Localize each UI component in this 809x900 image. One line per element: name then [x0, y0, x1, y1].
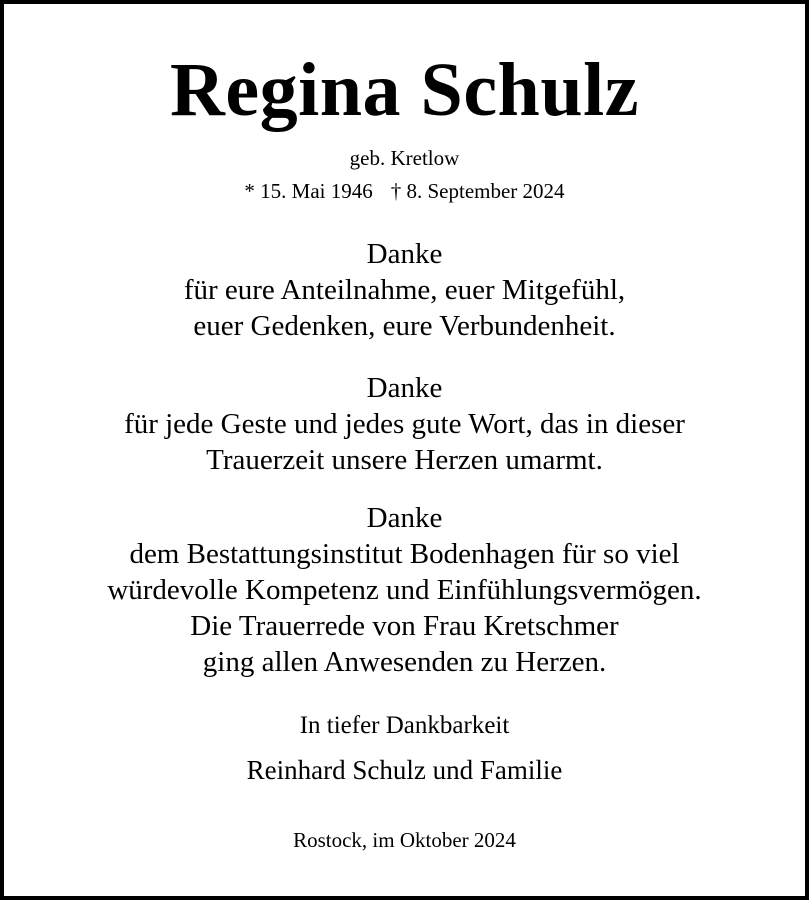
thanks-heading: Danke [366, 238, 443, 270]
thanks-heading: Danke [366, 372, 443, 404]
maiden-name: geb. Kretlow [349, 146, 460, 170]
closing-phrase: In tiefer Dankbarkeit [299, 712, 510, 739]
life-dates [0, 179, 809, 203]
signature: Reinhard Schulz und Familie [246, 755, 563, 785]
thanks-line: ging allen Anwesenden zu Herzen. [202, 646, 607, 678]
thanks-block-3 [0, 500, 809, 680]
birth-date: * 15. Mai 1946 [244, 179, 373, 203]
thanks-line: für eure Anteilnahme, euer Mitgefühl, [183, 274, 626, 306]
thanks-line: euer Gedenken, eure Verbundenheit. [193, 310, 616, 342]
thanks-block-2 [0, 370, 809, 478]
thanks-line: Die Trauerrede von Frau Kretschmer [190, 610, 619, 642]
thanks-block-1 [0, 236, 809, 344]
thanks-line: dem Bestattungsinstitut Bodenhagen für so viel [129, 538, 680, 570]
thanks-line: Trauerzeit unsere Herzen umarmt. [206, 444, 603, 476]
thanks-heading: Danke [366, 502, 443, 534]
deceased-name: Regina Schulz [170, 48, 639, 132]
death-date: † 8. September 2024 [390, 179, 565, 203]
place-date: Rostock, im Oktober 2024 [293, 828, 516, 852]
thanks-line: würdevolle Kompetenz und Einfühlungsvermögen. [107, 574, 702, 606]
thanks-line: für jede Geste und jedes gute Wort, das in dieser [124, 408, 685, 440]
